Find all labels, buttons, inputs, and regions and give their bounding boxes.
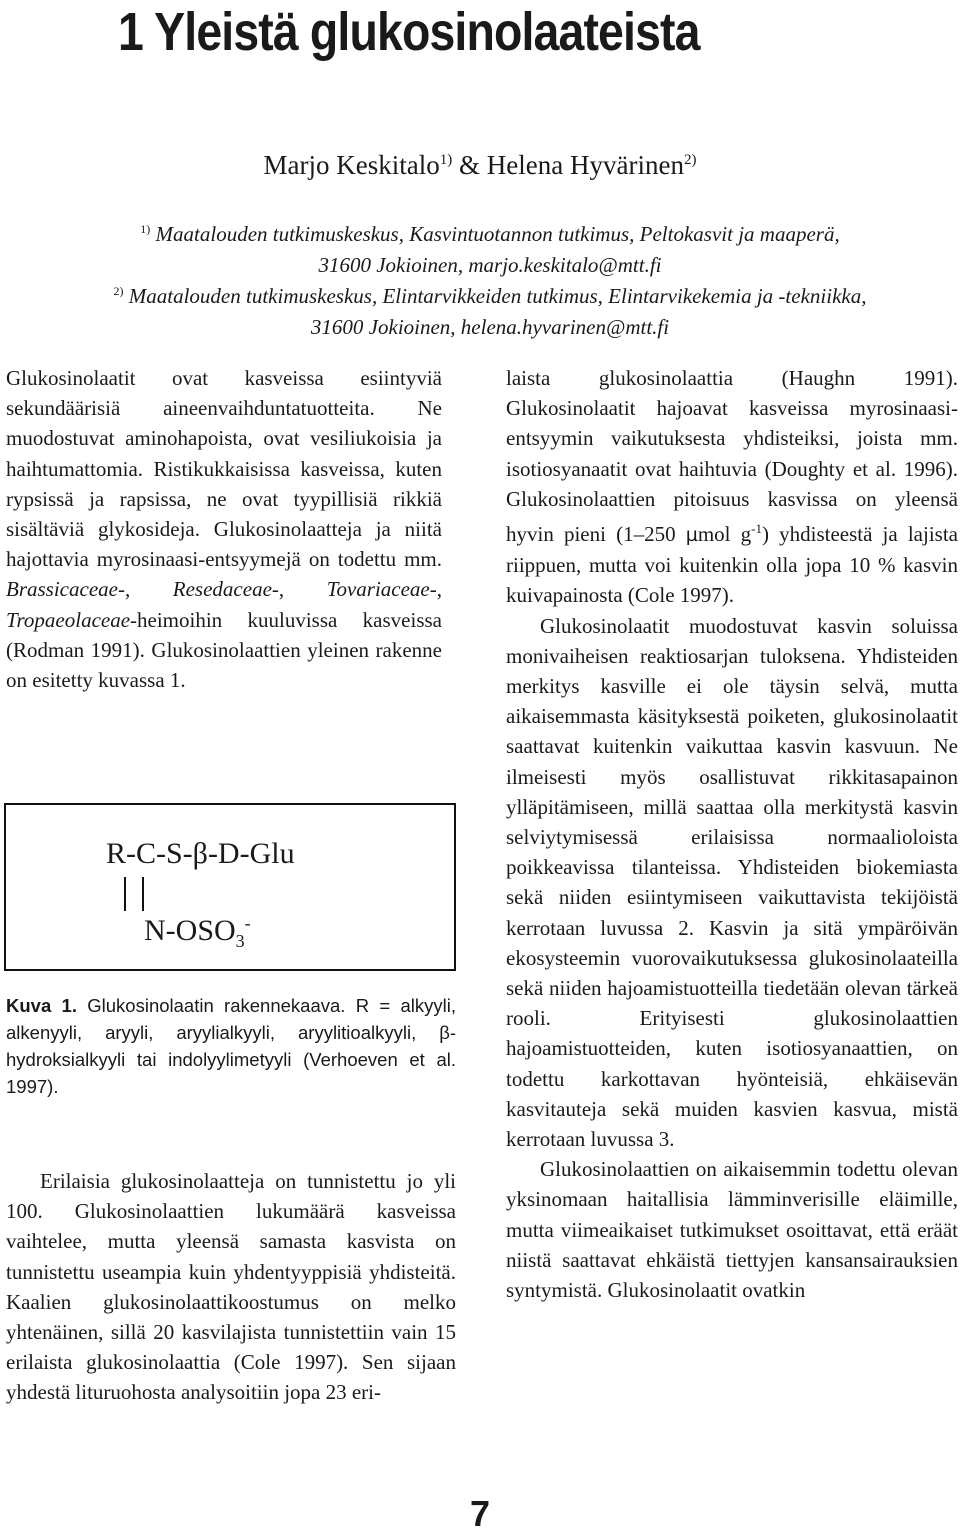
paragraph: Glukosinolaattien on aikaisemmin todettu olevan yksinomaan haitallisia lämminverisille eläimille, mutta viimeaikaiset tutkimukset osoittavat, että eräät niistä saattavat ehkäistä tiettyjen kansansairauksien syntymistä. Glukosinolaatit ovatkin <box>506 1157 958 1303</box>
paragraph-text: mol g <box>697 522 752 547</box>
author-name: Helena Hyvärinen <box>486 150 684 180</box>
affiliation-2 <box>30 276 950 343</box>
affiliation-1 <box>30 214 950 281</box>
affiliation-marker: 2) <box>683 152 697 168</box>
formula-line-1: R-C-S-β-D-Glu <box>106 837 295 870</box>
author-name: Marjo Keskitalo <box>263 150 440 180</box>
page-title: 1 Yleistä glukosinolaateista <box>118 2 700 62</box>
family-name: Resedaceae <box>172 577 272 602</box>
left-column-bottom <box>6 1166 456 1408</box>
bond-lines <box>124 877 176 911</box>
paragraph-text: ) yhdisteestä ja lajista riippuen, mutta voi kuitenkin olla jopa 10 % kasvin kuivapainosta (Cole 1997). <box>506 522 958 608</box>
page-number: 7 <box>469 1493 491 1534</box>
bond-line <box>124 877 126 911</box>
bond-line <box>142 877 144 911</box>
paragraph-text: laista glukosinolaattia (Haughn 1991). Glukosinolaatit hajoavat kasveissa myrosinaasi-entsyymin vaikutuksesta yhdisteiksi, joista mm. isotiosyanaatit ovat haihtuvia (Doughty et al. 1996). Glukosinolaattien pitoisuus kasvissa on yleensä hyvin pieni (1–250 <box>506 366 958 547</box>
caption-label: Kuva 1. <box>6 995 77 1016</box>
right-column <box>506 363 958 1305</box>
caption-text: Glukosinolaatin rakennekaava. R = alkyyli, alkenyyli, aryyli, aryylialkyyli, aryylitioalkyyli, β-hydroksialkyyli tai indolyylimetyyli (Verhoeven et al. 1997). <box>6 995 456 1097</box>
structure-figure <box>4 803 456 971</box>
separator: -, <box>117 577 173 602</box>
separator: -, <box>271 577 327 602</box>
author-line <box>0 150 960 181</box>
affiliation-marker: 1) <box>140 222 151 236</box>
family-name: Brassicaceae <box>6 577 118 602</box>
family-name: Tovariaceae <box>326 577 430 602</box>
superscript: - <box>244 913 251 933</box>
mu-symbol: µ <box>685 524 698 547</box>
affiliation-marker: 1) <box>439 152 453 168</box>
affiliation-address: 31600 Jokioinen, marjo.keskitalo@mtt.fi <box>318 253 662 277</box>
paragraph-text: Glukosinolaatit ovat kasveissa esiintyviä sekundäärisiä aineenvaihduntatuotteita. Ne muodostuvat aminohapoista, ovat vesiliukoisia ja haihtumattomia. Ristikukkaisissa kasveissa, kuten rypsissä ja rapsissa, ne ovat tyypillisiä rikkiä sisältäviä glykosideja. Glukosinolaatteja ja niitä hajottavia myrosinaasi-entsyymejä on todettu mm. <box>6 366 442 572</box>
family-name: Tropaeolaceae <box>6 607 131 632</box>
separator: -, <box>429 577 442 602</box>
formula-line-2 <box>144 913 251 952</box>
ampersand: & <box>452 150 487 180</box>
affiliation-address: 31600 Jokioinen, helena.hyvarinen@mtt.fi <box>310 315 670 339</box>
figure-caption <box>6 992 456 1100</box>
superscript: -1 <box>751 521 762 537</box>
left-column-top <box>6 363 442 695</box>
paragraph <box>6 363 442 695</box>
affiliation-text: Maatalouden tutkimuskeskus, Elintarvikkeiden tutkimus, Elintarvikekemia ja -tekniikka, <box>123 284 867 308</box>
formula-text: N-OSO <box>144 914 236 947</box>
subscript: 3 <box>235 931 245 951</box>
affiliation-marker: 2) <box>113 284 124 298</box>
paragraph: Glukosinolaatit muodostuvat kasvin soluissa monivaiheisen reaktiosarjan tuloksena. Yhdisteiden merkitys kasville ei ole täysin selvä, mutta aikaisemmasta käsityksestä poiketen, glukosinolaatit saattavat kuitenkin vaikuttaa kasvin kasvuun. Ne ilmeisesti myös osallistuvat rikkitasapainon ylläpitämiseen, millä saattaa olla merkitystä kasvin selviytymisessä erilaisissa normaalioloista poikkeavissa tilanteissa. Yhdisteiden biokemiasta sekä niiden esiintymiseen vaikuttavista tekijöistä kerrotaan luvussa 2. Kasvin ja sitä ympäröivän ekosysteemin vuorovaikutuksessa glukosinolaateilla sekä niiden hajoamistuotteilla tiedetään olevan tärkeä rooli. Erityisesti glukosinolaattien hajoamistuotteiden, kuten isotiosyanaattien, on todettu karkottavan hyönteisiä, ehkäisevän kasvitauteja sekä muiden kasvien kasvua, mistä kerrotaan luvussa 3. <box>506 613 958 1152</box>
paragraph: Erilaisia glukosinolaatteja on tunnistettu jo yli 100. Glukosinolaattien lukumäärä kasveissa vaihtelee, mutta yleensä samasta kasvista on tunnistettu useampia kuin yhdentyyppisiä yhdisteitä. Kaalien glukosinolaattikoostumus on melko yhtenäinen, sillä 20 kasvilajista tunnistettiin vain 15 erilaista glukosinolaattia (Cole 1997). Sen sijaan yhdestä lituruohosta analysoitiin jopa 23 eri- <box>6 1169 456 1405</box>
affiliation-text: Maatalouden tutkimuskeskus, Kasvintuotannon tutkimus, Peltokasvit ja maaperä, <box>150 222 840 246</box>
paragraph <box>506 363 958 611</box>
paragraph-text: -heimoihin kuuluvissa kasveissa (Rodman 1991). Glukosinolaattien yleinen rakenne on esitetty kuvassa 1. <box>6 607 442 693</box>
